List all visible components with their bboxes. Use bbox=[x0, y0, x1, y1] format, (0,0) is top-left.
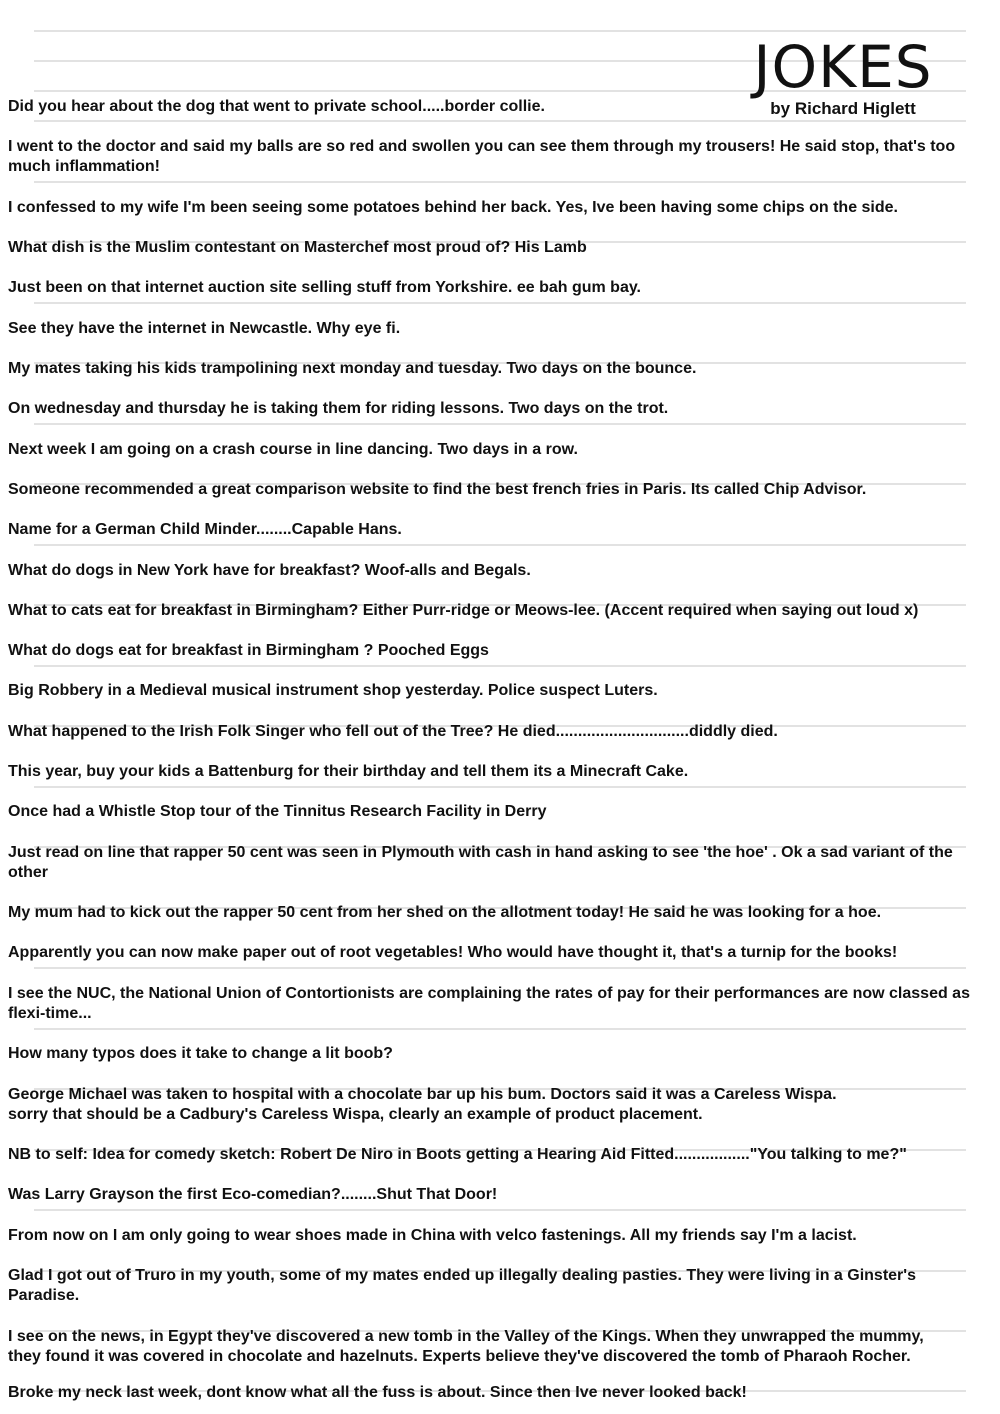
joke-item bbox=[8, 1044, 980, 1064]
joke-item bbox=[8, 1327, 980, 1367]
joke-text: Glad I got out of Truro in my youth, some of my mates ended up illegally dealing pasties. They were living in a Ginster's Paradise. bbox=[8, 1267, 916, 1304]
joke-item bbox=[8, 802, 980, 822]
joke-text: Name for a German Child Minder........Capable Hans. bbox=[8, 521, 402, 538]
joke-text: Apparently you can now make paper out of root vegetables! Who would have thought it, that's a turnip for the books! bbox=[8, 944, 898, 961]
joke-item bbox=[8, 762, 980, 782]
joke-text: What to cats eat for breakfast in Birmingham? Either Purr-ridge or Meows-lee. (Accent required when saying out loud x) bbox=[8, 602, 919, 619]
joke-text: This year, buy your kids a Battenburg for their birthday and tell them its a Minecraft Cake. bbox=[8, 763, 689, 780]
joke-item bbox=[8, 1226, 980, 1246]
joke-item bbox=[8, 1266, 980, 1306]
joke-item bbox=[8, 137, 980, 177]
joke-item bbox=[8, 641, 980, 661]
joke-text: Someone recommended a great comparison website to find the best french fries in Paris. Its called Chip Advisor. bbox=[8, 481, 867, 498]
joke-item bbox=[8, 278, 980, 298]
joke-text: Was Larry Grayson the first Eco-comedian?........Shut That Door! bbox=[8, 1186, 498, 1203]
rule-line bbox=[34, 1028, 966, 1030]
joke-item bbox=[8, 1383, 980, 1403]
joke-text: Next week I am going on a crash course in line dancing. Two days in a row. bbox=[8, 441, 578, 458]
joke-text: What happened to the Irish Folk Singer who fell out of the Tree? He died..............................diddly died. bbox=[8, 723, 778, 740]
joke-text: Once had a Whistle Stop tour of the Tinnitus Research Facility in Derry bbox=[8, 803, 547, 820]
joke-text: On wednesday and thursday he is taking them for riding lessons. Two days on the trot. bbox=[8, 400, 669, 417]
rule-line bbox=[34, 665, 966, 667]
joke-text: I confessed to my wife I'm been seeing some potatoes behind her back. Yes, Ive been having some chips on the side. bbox=[8, 199, 898, 216]
rule-line bbox=[34, 181, 966, 183]
rule-line bbox=[34, 786, 966, 788]
rule-line bbox=[34, 302, 966, 304]
joke-text: Did you hear about the dog that went to private school.....border collie. bbox=[8, 98, 545, 115]
joke-item bbox=[8, 198, 980, 218]
joke-text: Broke my neck last week, dont know what all the fuss is about. Since then Ive never looked back! bbox=[8, 1384, 747, 1401]
joke-item bbox=[8, 1185, 980, 1205]
joke-item bbox=[8, 984, 980, 1024]
joke-text: What do dogs in New York have for breakfast? Woof-alls and Begals. bbox=[8, 562, 531, 579]
rule-line bbox=[34, 30, 966, 32]
joke-item bbox=[8, 903, 980, 923]
joke-text: How many typos does it take to change a lit boob? bbox=[8, 1045, 393, 1062]
joke-item bbox=[8, 480, 980, 500]
joke-item bbox=[8, 440, 980, 460]
joke-item bbox=[8, 238, 980, 258]
rule-line bbox=[34, 1209, 966, 1211]
joke-item bbox=[8, 601, 980, 621]
joke-text: What do dogs eat for breakfast in Birmingham ? Pooched Eggs bbox=[8, 642, 489, 659]
joke-item bbox=[8, 359, 980, 379]
joke-item bbox=[8, 943, 980, 963]
joke-text: My mum had to kick out the rapper 50 cent from her shed on the allotment today! He said he was looking for a hoe. bbox=[8, 904, 882, 921]
joke-text: George Michael was taken to hospital with a chocolate bar up his bum. Doctors said it was a Careless Wispa. bbox=[8, 1086, 837, 1103]
joke-item bbox=[8, 399, 980, 419]
joke-text: From now on I am only going to wear shoes made in China with velco fastenings. All my friends say I'm a lacist. bbox=[8, 1227, 857, 1244]
joke-text: NB to self: Idea for comedy sketch: Robert De Niro in Boots getting a Hearing Aid Fitted................."You talking to me?" bbox=[8, 1146, 907, 1163]
rule-line bbox=[34, 120, 966, 122]
joke-item bbox=[8, 561, 980, 581]
joke-text: they found it was covered in chocolate and hazelnuts. Experts believe they've discovered the tomb of Pharaoh Rocher. bbox=[8, 1348, 911, 1365]
joke-text: What dish is the Muslim contestant on Masterchef most proud of? His Lamb bbox=[8, 239, 587, 256]
rule-line bbox=[34, 544, 966, 546]
joke-item bbox=[8, 1085, 980, 1125]
joke-text: I went to the doctor and said my balls are so red and swollen you can see them through my trousers! He said stop, that's too much inflammation! bbox=[8, 138, 956, 175]
joke-item bbox=[8, 722, 980, 742]
joke-item bbox=[8, 681, 980, 701]
rule-line bbox=[34, 423, 966, 425]
joke-item bbox=[8, 97, 980, 117]
author-byline: by Richard Higlett bbox=[770, 99, 916, 118]
joke-text: sorry that should be a Cadbury's Careless Wispa, clearly an example of product placement. bbox=[8, 1106, 703, 1123]
rule-line bbox=[34, 967, 966, 969]
joke-item bbox=[8, 843, 980, 883]
joke-item bbox=[8, 520, 980, 540]
joke-text: Just read on line that rapper 50 cent was seen in Plymouth with cash in hand asking to see 'the hoe' . Ok a sad variant of the other bbox=[8, 844, 953, 881]
joke-text: I see on the news, in Egypt they've discovered a new tomb in the Valley of the Kings. When they unwrapped the mummy, bbox=[8, 1328, 924, 1345]
page-title: JOKES bbox=[753, 33, 933, 101]
joke-text: Big Robbery in a Medieval musical instrument shop yesterday. Police suspect Luters. bbox=[8, 682, 658, 699]
joke-text: Just been on that internet auction site selling stuff from Yorkshire. ee bah gum bay. bbox=[8, 279, 641, 296]
joke-text: See they have the internet in Newcastle. Why eye fi. bbox=[8, 320, 401, 337]
joke-item bbox=[8, 319, 980, 339]
joke-text: I see the NUC, the National Union of Contortionists are complaining the rates of pay for their performances are now classed as flexi-time... bbox=[8, 985, 970, 1022]
joke-item bbox=[8, 1145, 980, 1165]
joke-text: My mates taking his kids trampolining next monday and tuesday. Two days on the bounce. bbox=[8, 360, 697, 377]
